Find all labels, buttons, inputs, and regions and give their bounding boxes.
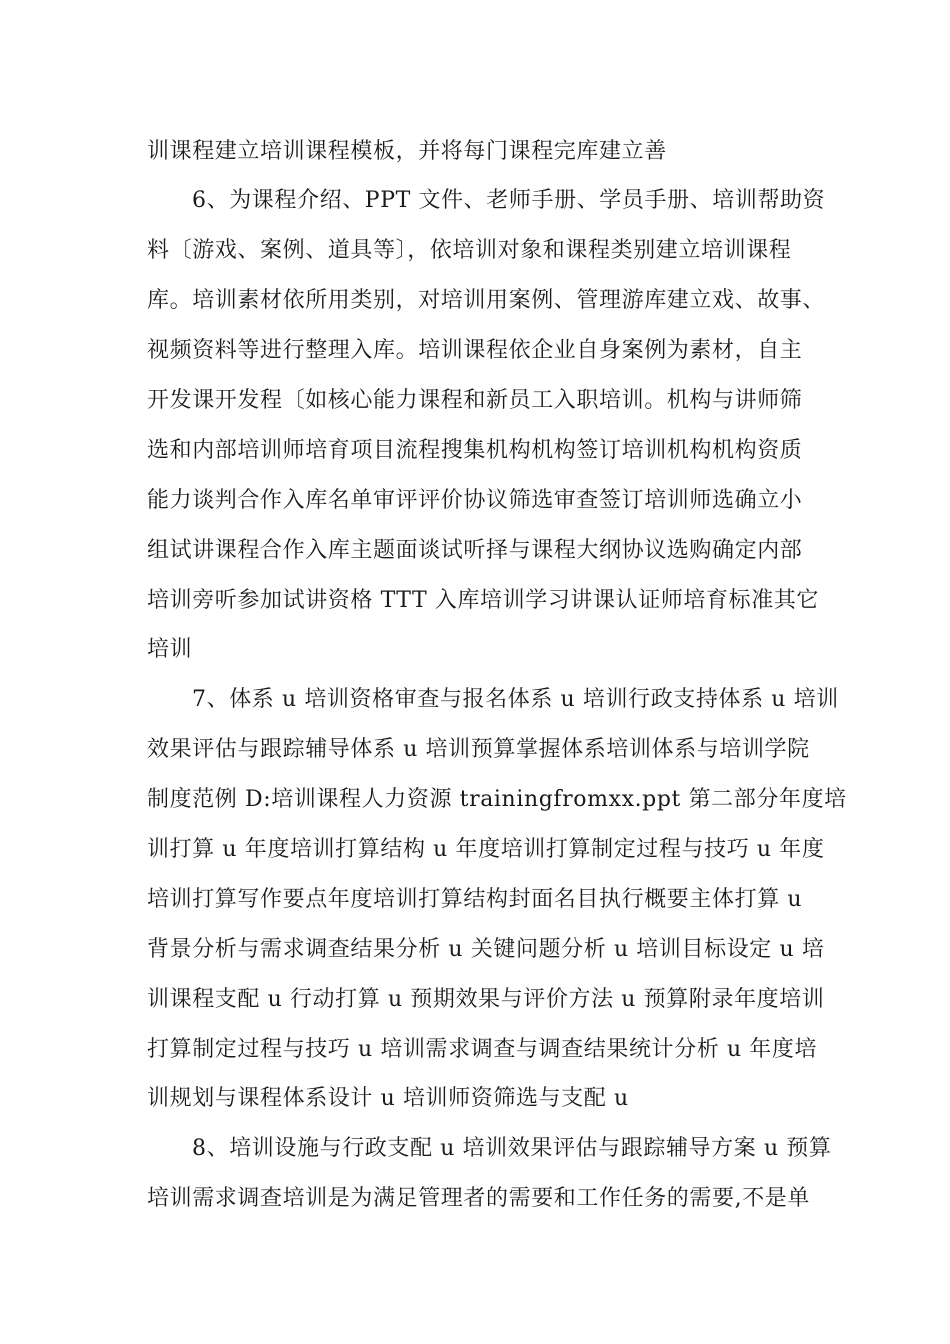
text-line: 打算制定过程与技巧 u 培训需求调查与调查结果统计分析 u 年度培 <box>147 1037 818 1062</box>
paragraph-6-start: 6、为课程介绍、PPT 文件、老师手册、学员手册、培训帮助资 <box>192 188 826 213</box>
text-line: 组试讲课程合作入库主题面谈试听择与课程大纲协议选购确定内部 <box>147 538 803 563</box>
paragraph-8-start: 8、培训设施与行政支配 u 培训效果评估与跟踪辅导方案 u 预算 <box>192 1136 832 1161</box>
text-line: 制度范例 D:培训课程人力资源 trainingfromxx.ppt 第二部分年度培 <box>147 787 847 812</box>
text-line: 训课程支配 u 行动打算 u 预期效果与评价方法 u 预算附录年度培训 <box>147 987 825 1012</box>
paragraph-7-start: 7、体系 u 培训资格审查与报名体系 u 培训行政支持体系 u 培训 <box>192 687 839 712</box>
text-line: 训打算 u 年度培训打算结构 u 年度培训打算制定过程与技巧 u 年度 <box>147 837 825 862</box>
text-line: 培训打算写作要点年度培训打算结构封面名目执行概要主体打算 u <box>147 887 803 912</box>
text-line: 视频资料等进行整理入库。培训课程依企业自身案例为素材，自主 <box>147 338 803 363</box>
text-line: 训课程建立培训课程模板，并将每门课程完库建立善 <box>147 139 667 164</box>
text-line: 库。培训素材依所用类别，对培训用案例、管理游库建立戏、故事、 <box>147 288 826 313</box>
text-line: 培训旁听参加试讲资格 TTT 入库培训学习讲课认证师培育标准其它 <box>147 588 820 613</box>
text-line: 开发课开发程〔如核心能力课程和新员工入职培训。机构与讲师筛 <box>147 388 803 413</box>
text-line: 能力谈判合作入库名单审评评价协议筛选审查签订培训师选确立小 <box>147 488 803 513</box>
text-line: 培训需求调查培训是为满足管理者的需要和工作任务的需要,不是单 <box>147 1186 810 1211</box>
text-line: 选和内部培训师培育项目流程搜集机构机构签订培训机构机构资质 <box>147 438 803 463</box>
text-line: 训规划与课程体系设计 u 培训师资筛选与支配 u <box>147 1086 629 1111</box>
text-line: 料〔游戏、案例、道具等〕，依培训对象和课程类别建立培训课程 <box>147 238 792 263</box>
text-line: 背景分析与需求调查结果分析 u 关键问题分析 u 培训目标设定 u 培 <box>147 937 825 962</box>
text-line: 效果评估与跟踪辅导体系 u 培训预算掌握体系培训体系与培训学院 <box>147 737 810 762</box>
text-line: 培训 <box>147 637 193 662</box>
